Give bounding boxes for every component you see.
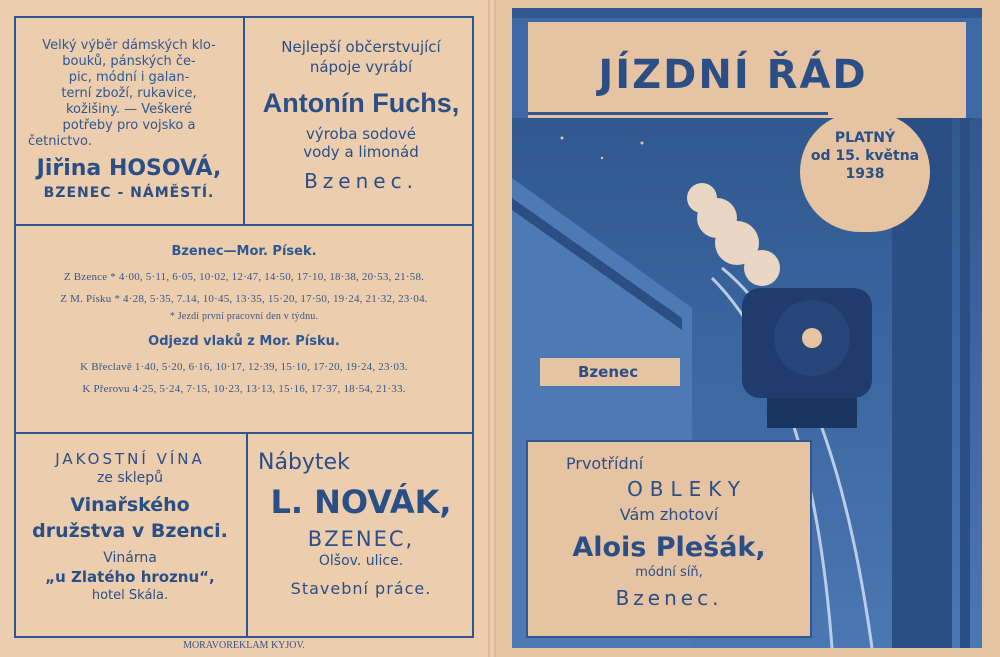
valid-line-1: PLATNÝ — [834, 130, 896, 146]
fuchs-line-4: vody a limonád — [303, 143, 419, 161]
vina-line-1: JAKOSTNÍ VÍNA — [55, 450, 205, 468]
vina-line-2: ze sklepů — [96, 470, 164, 486]
timetable — [16, 244, 472, 395]
fuchs-place: Bzenec. — [304, 169, 418, 193]
fuchs-name: Antonín Fuchs, — [262, 88, 460, 118]
hosova-line-7: četnictvo. — [28, 134, 92, 149]
station-sign: Bzenec — [540, 358, 680, 386]
hosova-name: Jiřina HOSOVÁ, — [36, 156, 222, 181]
cover-title-underline — [528, 112, 828, 115]
plesak-place: Bzenec. — [615, 586, 723, 610]
novak-name: L. NOVÁK, — [270, 483, 452, 521]
fuchs-line-2: nápoje vyrábí — [309, 58, 413, 76]
timetable-title-1: Bzenec—Mor. Písek. — [171, 244, 317, 259]
page-fold — [488, 0, 496, 657]
plesak-line-1: Prvotřídní — [566, 454, 644, 473]
vina-name-3: „u Zlatého hroznu“, — [45, 568, 215, 586]
valid-line-3: 1938 — [845, 166, 885, 182]
timetable-note: * Jezdí první pracovní den v týdnu. — [169, 311, 319, 322]
vina-line-3: Vinárna — [103, 550, 157, 566]
cover-top-strip — [512, 8, 982, 18]
divider-top-vertical — [243, 16, 245, 226]
divider-bottom-vertical — [246, 432, 248, 636]
vina-name-1: Vinařského — [70, 494, 190, 516]
hosova-line-4: terní zboží, rukavice, — [61, 86, 197, 101]
divider-bottom — [14, 432, 474, 434]
cover-title: JÍZDNÍ ŘÁD — [598, 52, 868, 98]
timetable-title-2: Odjezd vlaků z Mor. Písku. — [148, 334, 340, 349]
novak-line-2: Stavební práce. — [290, 579, 432, 598]
vina-line-4: hotel Skála. — [91, 588, 169, 603]
fuchs-line-1: Nejlepší občerstvující — [281, 38, 441, 56]
ad-plesak — [526, 440, 812, 638]
hosova-line-1: Velký výběr dámských klo- — [42, 38, 216, 53]
ad-hosova — [20, 38, 238, 201]
ad-hosova-text — [20, 38, 238, 150]
timetable-row-2: Z M. Písku * 4·28, 5·35, 7.14, 10·45, 13·35, 15·20, 17·50, 19·24, 21·32, 23·04. — [60, 293, 428, 305]
hosova-place: BZENEC - NÁMĚSTÍ. — [43, 185, 215, 201]
novak-street: Olšov. ulice. — [318, 553, 404, 569]
novak-line-1: Nábytek — [258, 450, 350, 475]
imprint: MORAVOREKLAM KYJOV. — [183, 640, 305, 651]
timetable-row-1: Z Bzence * 4·00, 5·11, 6·05, 10·02, 12·47, 14·50, 17·10, 18·38, 20·53, 21·58. — [63, 271, 425, 283]
novak-place: BZENEC, — [307, 527, 415, 551]
ad-fuchs — [250, 38, 472, 193]
hosova-line-3: pic, módní i galan- — [68, 70, 190, 85]
plesak-name: Alois Plešák, — [572, 532, 766, 563]
plesak-line-2: OBLEKY — [627, 477, 747, 501]
fuchs-line-3: výroba sodové — [305, 125, 417, 143]
plesak-line-3: Vám zhotoví — [619, 505, 719, 524]
hosova-line-5: kožišiny. — Veškeré — [65, 102, 193, 117]
ad-novak — [250, 450, 472, 598]
ad-vina — [16, 450, 244, 603]
hosova-line-2: bouků, pánských če- — [62, 54, 196, 69]
valid-line-2: od 15. května — [810, 148, 920, 164]
vina-name-2: družstva v Bzenci. — [32, 520, 228, 542]
plesak-line-4: módní síň, — [635, 565, 703, 580]
timetable-row-4: K Přerovu 4·25, 5·24, 7·15, 10·23, 13·13, 15·16, 17·37, 18·54, 21·33. — [82, 383, 406, 395]
validity-badge — [800, 112, 930, 232]
hosova-line-6: potřeby pro vojsko a — [62, 118, 196, 133]
timetable-row-3: K Břeclavě 1·40, 5·20, 6·16, 10·17, 12·39, 15·10, 17·20, 19·24, 23·03. — [80, 361, 408, 373]
